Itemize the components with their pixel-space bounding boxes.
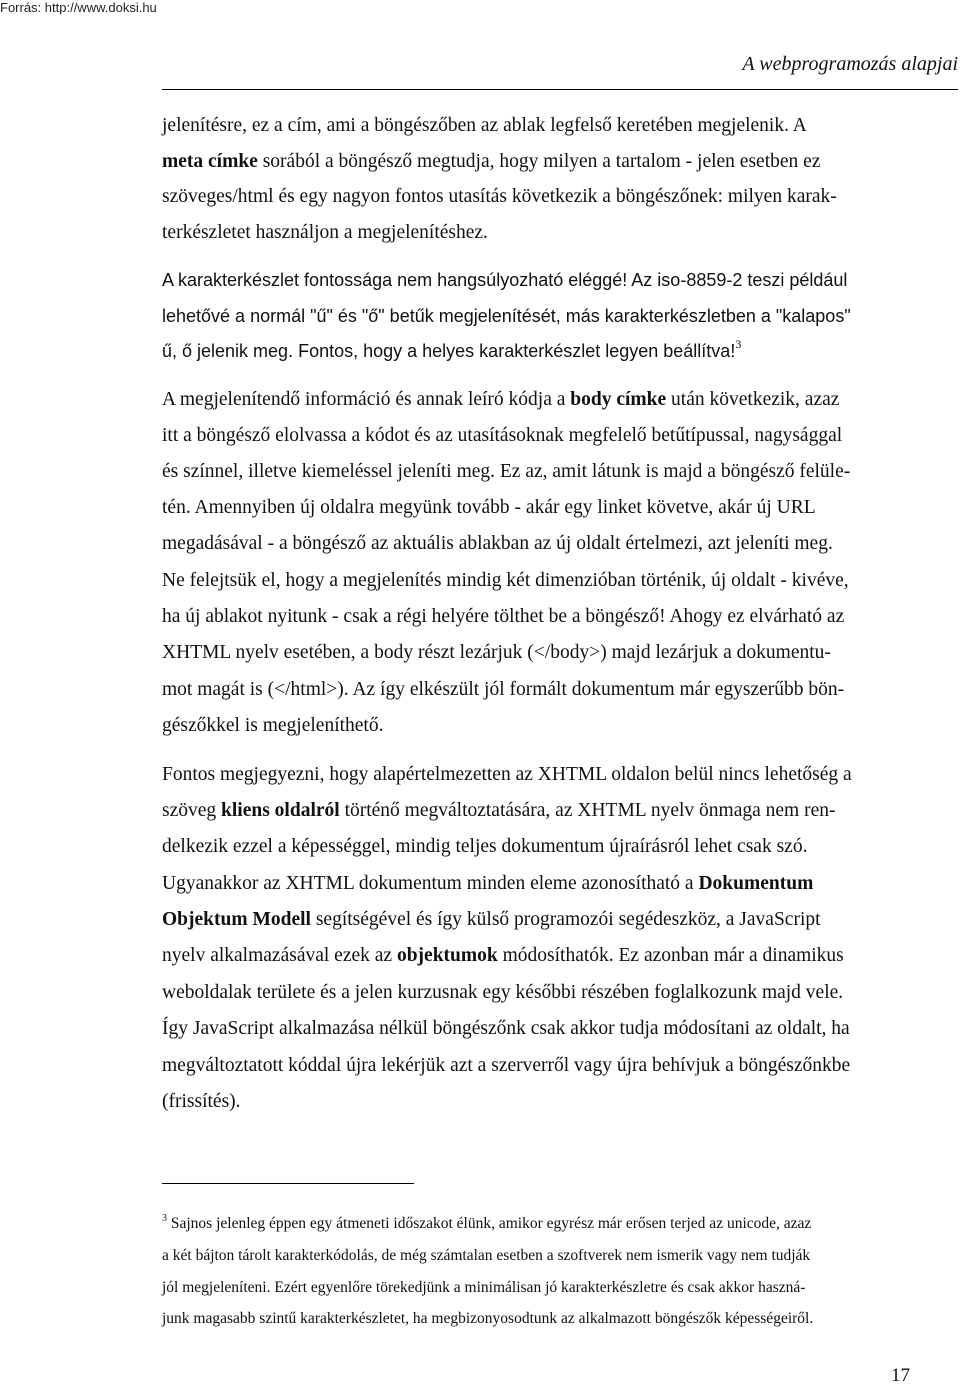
text-line: Fontos megjegyezni, hogy alapértelmezetten az XHTML oldalon belül nincs lehetőség a [162, 764, 852, 785]
text-line: meta címke sorából a böngésző megtudja, hogy milyen a tartalom - jelen esetben ez [162, 151, 821, 172]
text-line: (frissítés). [162, 1091, 241, 1112]
text-line: Ne felejtsük el, hogy a megjelenítés mindig két dimenzióban történik, új oldalt - kivéve, [162, 570, 849, 591]
text-line: lehetővé a normál "ű" és "ő" betűk megjelenítését, más karakterkészletben a "kalapos" [162, 306, 851, 326]
bold-term: kliens oldalról [221, 800, 340, 821]
header-rule [162, 89, 958, 90]
text-line: szöveges/html és egy nagyon fontos utasítás következik a böngészőnek: milyen karak- [162, 186, 837, 207]
footnote-line: jól megjeleníteni. Ezért egyenlőre törekedjünk a minimálisan jó karakterkészletre és csak akkor haszná- [162, 1279, 806, 1296]
text-line: itt a böngésző elolvassa a kódot és az utasításoknak megfelelő betűtípussal, nagysággal [162, 425, 843, 446]
bold-term: objektumok [396, 945, 498, 966]
text-line: weboldalak területe és a jelen kurzusnak egy későbbi részében foglalkozunk majd vele. [162, 982, 844, 1003]
text-line: Ugyanakkor az XHTML dokumentum minden eleme azonosítható a Dokumentum [162, 873, 814, 894]
text-line: ű, ő jelenik meg. Fontos, hogy a helyes karakterkészlet legyen beállítva!$^3$ [162, 337, 742, 361]
text-line: Így JavaScript alkalmazása nélkül böngészőnk csak akkor tudja módosítani az oldalt, ha [162, 1018, 850, 1039]
text-line: A karakterkészlet fontossága nem hangsúlyozható eléggé! Az iso-8859-2 teszi például [162, 270, 848, 290]
text-line: megadásával - a böngésző az aktuális ablakban az új oldalt értelmezi, azt jeleníti meg. [162, 533, 833, 554]
bold-term: meta címke [162, 151, 258, 172]
footnote-line: $^3$ Sajnos jelenleg éppen egy átmeneti időszakot élünk, amikor egyrész már erősen terjed az unicode, azaz [162, 1213, 812, 1232]
text-line: Objektum Modell segítségével és így külső programozói segédeszköz, a JavaScript [162, 909, 821, 930]
text-line: gészőkkel is megjeleníthető. [162, 715, 384, 736]
text-line: és színnel, illetve kiemeléssel jeleníti meg. Ez az, amit látunk is majd a böngésző felüle- [162, 461, 851, 482]
text-line: delkezik ezzel a képességgel, mindig teljes dokumentum újraírásról lehet csak szó. [162, 836, 808, 857]
bold-term: Objektum Modell [162, 909, 311, 930]
footnote-line: junk magasabb szintű karakterkészletet, ha megbizonyosodtunk az alkalmazott böngészők képességeiről. [162, 1310, 814, 1327]
text-line: megváltoztatott kóddal újra lekérjük azt a szerverről vagy újra behívjuk a böngészőnkbe [162, 1055, 851, 1076]
text-line: nyelv alkalmazásával ezek az objektumok módosíthatók. Ez azonban már a dinamikus [162, 945, 844, 966]
footnote-rule [162, 1183, 414, 1184]
footnote-mark: 3 [162, 1213, 167, 1224]
page-number: 17 [891, 1365, 910, 1386]
text-line: ha új ablakot nyitunk - csak a régi helyére tölthet be a böngésző! Ahogy ez elvárható az [162, 606, 845, 627]
text-line: XHTML nyelv esetében, a body részt lezárjuk (</body>) majd lezárjuk a dokumentu- [162, 642, 831, 663]
bold-term: body címke [570, 389, 667, 410]
footnote-line: a két bájton tárolt karakterkódolás, de még számtalan esetben a szoftverek nem ismerik vagy nem tudják [162, 1247, 811, 1264]
text-line: tén. Amennyiben új oldalra megyünk tovább - akár egy linket követve, akár új URL [162, 497, 816, 518]
text-line: mot magát is (</html>). Az így elkészült jól formált dokumentum már egyszerűbb bön- [162, 679, 845, 700]
running-head: A webprogramozás alapjai [742, 53, 958, 75]
text-line: terkészletet használjon a megjelenítéshez. [162, 222, 488, 243]
footnote-ref: 3 [735, 337, 742, 351]
text-line: jelenítésre, ez a cím, ami a böngészőben az ablak legfelső keretében megjelenik. A [162, 115, 807, 136]
text-line: A megjelenítendő információ és annak leíró kódja a body címke után következik, azaz [162, 389, 840, 410]
bold-term: Dokumentum [698, 873, 814, 894]
text-line: szöveg kliens oldalról történő megváltoztatására, az XHTML nyelv önmaga nem ren- [162, 800, 836, 821]
source-url: Forrás: http://www.doksi.hu [0, 0, 157, 15]
